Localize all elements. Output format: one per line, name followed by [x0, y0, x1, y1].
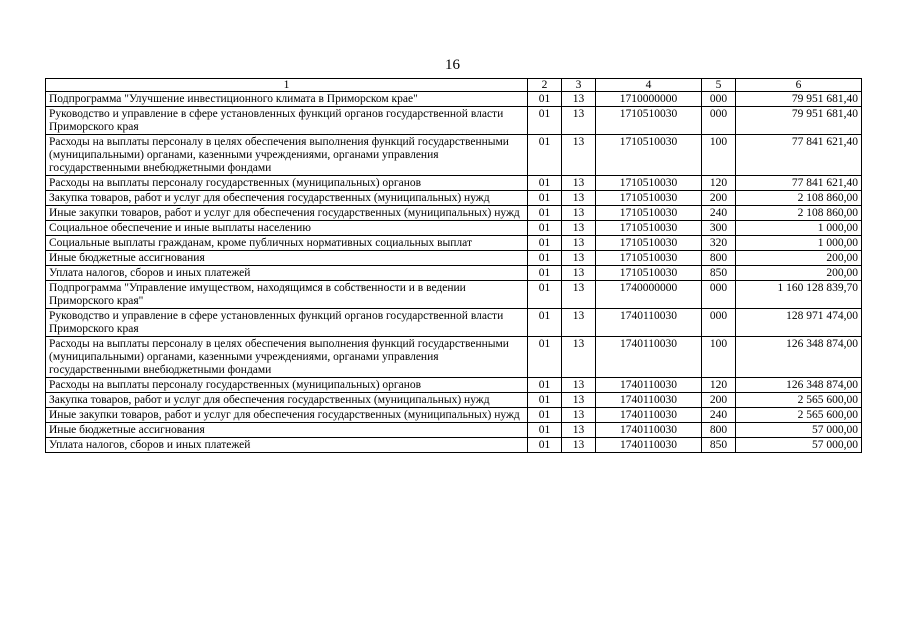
- cell-subsection: 13: [562, 337, 596, 378]
- cell-name: Расходы на выплаты персоналу в целях обеспечения выполнения функций государственными (муниципальными) органами, казенными учреждениями, органами управления государственными внебюджетными фондами: [46, 135, 528, 176]
- table-row: [46, 236, 862, 251]
- cell-subsection: 13: [562, 236, 596, 251]
- cell-name: Руководство и управление в сфере установленных функций органов государственной власти Приморского края: [46, 309, 528, 337]
- cell-subsection: 13: [562, 221, 596, 236]
- cell-expense-type: 800: [702, 423, 736, 438]
- cell-target-article: 1710510030: [596, 251, 702, 266]
- cell-name: Иные закупки товаров, работ и услуг для обеспечения государственных (муниципальных) нужд: [46, 206, 528, 221]
- cell-name: Закупка товаров, работ и услуг для обеспечения государственных (муниципальных) нужд: [46, 393, 528, 408]
- cell-subsection: 13: [562, 309, 596, 337]
- header-col-4: 4: [596, 79, 702, 92]
- cell-amount: 77 841 621,40: [736, 176, 862, 191]
- cell-name: Уплата налогов, сборов и иных платежей: [46, 266, 528, 281]
- cell-section: 01: [528, 191, 562, 206]
- header-col-3: 3: [562, 79, 596, 92]
- cell-target-article: 1740110030: [596, 438, 702, 453]
- table-row: [46, 337, 862, 378]
- cell-amount: 57 000,00: [736, 423, 862, 438]
- cell-amount: 2 108 860,00: [736, 206, 862, 221]
- header-col-2: 2: [528, 79, 562, 92]
- table-row: [46, 107, 862, 135]
- cell-target-article: 1740110030: [596, 393, 702, 408]
- cell-target-article: 1740110030: [596, 408, 702, 423]
- cell-expense-type: 200: [702, 191, 736, 206]
- cell-target-article: 1710510030: [596, 107, 702, 135]
- cell-amount: 57 000,00: [736, 438, 862, 453]
- table-row: [46, 378, 862, 393]
- cell-name: Расходы на выплаты персоналу в целях обеспечения выполнения функций государственными (муниципальными) органами, казенными учреждениями, органами управления государственными внебюджетными фондами: [46, 337, 528, 378]
- cell-amount: 126 348 874,00: [736, 378, 862, 393]
- cell-section: 01: [528, 281, 562, 309]
- cell-subsection: 13: [562, 206, 596, 221]
- table-row: [46, 438, 862, 453]
- table-body: [46, 92, 862, 453]
- cell-subsection: 13: [562, 423, 596, 438]
- table-row: [46, 266, 862, 281]
- cell-section: 01: [528, 408, 562, 423]
- cell-name: Иные бюджетные ассигнования: [46, 251, 528, 266]
- cell-amount: 1 160 128 839,70: [736, 281, 862, 309]
- table-row: [46, 176, 862, 191]
- cell-amount: 200,00: [736, 251, 862, 266]
- cell-section: 01: [528, 266, 562, 281]
- cell-name: Социальное обеспечение и иные выплаты населению: [46, 221, 528, 236]
- cell-target-article: 1710510030: [596, 221, 702, 236]
- cell-target-article: 1740110030: [596, 423, 702, 438]
- table-row: [46, 135, 862, 176]
- header-col-6: 6: [736, 79, 862, 92]
- cell-expense-type: 240: [702, 408, 736, 423]
- cell-target-article: 1740110030: [596, 309, 702, 337]
- cell-amount: 1 000,00: [736, 221, 862, 236]
- cell-section: 01: [528, 236, 562, 251]
- cell-expense-type: 850: [702, 438, 736, 453]
- cell-name: Иные закупки товаров, работ и услуг для обеспечения государственных (муниципальных) нужд: [46, 408, 528, 423]
- cell-section: 01: [528, 337, 562, 378]
- cell-name: Уплата налогов, сборов и иных платежей: [46, 438, 528, 453]
- cell-section: 01: [528, 251, 562, 266]
- cell-section: 01: [528, 206, 562, 221]
- cell-amount: 79 951 681,40: [736, 92, 862, 107]
- cell-subsection: 13: [562, 135, 596, 176]
- cell-target-article: 1710510030: [596, 266, 702, 281]
- cell-expense-type: 240: [702, 206, 736, 221]
- cell-section: 01: [528, 423, 562, 438]
- cell-subsection: 13: [562, 281, 596, 309]
- cell-expense-type: 300: [702, 221, 736, 236]
- cell-expense-type: 320: [702, 236, 736, 251]
- cell-target-article: 1710000000: [596, 92, 702, 107]
- cell-target-article: 1710510030: [596, 191, 702, 206]
- cell-name: Социальные выплаты гражданам, кроме публичных нормативных социальных выплат: [46, 236, 528, 251]
- table-row: [46, 309, 862, 337]
- cell-subsection: 13: [562, 107, 596, 135]
- cell-target-article: 1710510030: [596, 236, 702, 251]
- table-row: [46, 191, 862, 206]
- cell-amount: 126 348 874,00: [736, 337, 862, 378]
- header-col-1: 1: [46, 79, 528, 92]
- cell-expense-type: 000: [702, 92, 736, 107]
- cell-amount: 79 951 681,40: [736, 107, 862, 135]
- cell-section: 01: [528, 135, 562, 176]
- cell-name: Руководство и управление в сфере установленных функций органов государственной власти Приморского края: [46, 107, 528, 135]
- cell-amount: 1 000,00: [736, 236, 862, 251]
- cell-amount: 128 971 474,00: [736, 309, 862, 337]
- cell-expense-type: 800: [702, 251, 736, 266]
- cell-section: 01: [528, 92, 562, 107]
- cell-expense-type: 120: [702, 176, 736, 191]
- page-number: 16: [445, 57, 460, 73]
- header-row: [46, 79, 862, 92]
- cell-expense-type: 000: [702, 309, 736, 337]
- cell-target-article: 1740000000: [596, 281, 702, 309]
- cell-name: Подпрограмма "Управление имуществом, находящимся в собственности и в ведении Приморского края": [46, 281, 528, 309]
- cell-subsection: 13: [562, 378, 596, 393]
- cell-name: Закупка товаров, работ и услуг для обеспечения государственных (муниципальных) нужд: [46, 191, 528, 206]
- cell-subsection: 13: [562, 92, 596, 107]
- table-row: [46, 393, 862, 408]
- cell-section: 01: [528, 309, 562, 337]
- table-row: [46, 221, 862, 236]
- cell-amount: 2 565 600,00: [736, 393, 862, 408]
- cell-amount: 2 565 600,00: [736, 408, 862, 423]
- cell-expense-type: 000: [702, 107, 736, 135]
- cell-expense-type: 100: [702, 337, 736, 378]
- cell-name: Расходы на выплаты персоналу государственных (муниципальных) органов: [46, 176, 528, 191]
- cell-target-article: 1710510030: [596, 135, 702, 176]
- cell-target-article: 1710510030: [596, 206, 702, 221]
- cell-subsection: 13: [562, 191, 596, 206]
- cell-expense-type: 200: [702, 393, 736, 408]
- cell-target-article: 1740110030: [596, 378, 702, 393]
- cell-subsection: 13: [562, 438, 596, 453]
- cell-name: Подпрограмма "Улучшение инвестиционного климата в Приморском крае": [46, 92, 528, 107]
- cell-section: 01: [528, 378, 562, 393]
- cell-expense-type: 100: [702, 135, 736, 176]
- cell-section: 01: [528, 393, 562, 408]
- table-row: [46, 206, 862, 221]
- cell-subsection: 13: [562, 251, 596, 266]
- table-row: [46, 423, 862, 438]
- cell-subsection: 13: [562, 393, 596, 408]
- table-row: [46, 408, 862, 423]
- cell-section: 01: [528, 176, 562, 191]
- cell-section: 01: [528, 107, 562, 135]
- table-row: [46, 92, 862, 107]
- cell-amount: 200,00: [736, 266, 862, 281]
- header-col-5: 5: [702, 79, 736, 92]
- cell-section: 01: [528, 438, 562, 453]
- table-row: [46, 281, 862, 309]
- cell-expense-type: 000: [702, 281, 736, 309]
- cell-amount: 2 108 860,00: [736, 191, 862, 206]
- cell-target-article: 1740110030: [596, 337, 702, 378]
- budget-table: [45, 78, 862, 453]
- cell-subsection: 13: [562, 176, 596, 191]
- cell-target-article: 1710510030: [596, 176, 702, 191]
- cell-section: 01: [528, 221, 562, 236]
- cell-amount: 77 841 621,40: [736, 135, 862, 176]
- cell-subsection: 13: [562, 266, 596, 281]
- cell-expense-type: 850: [702, 266, 736, 281]
- cell-expense-type: 120: [702, 378, 736, 393]
- cell-subsection: 13: [562, 408, 596, 423]
- table-row: [46, 251, 862, 266]
- cell-name: Расходы на выплаты персоналу государственных (муниципальных) органов: [46, 378, 528, 393]
- cell-name: Иные бюджетные ассигнования: [46, 423, 528, 438]
